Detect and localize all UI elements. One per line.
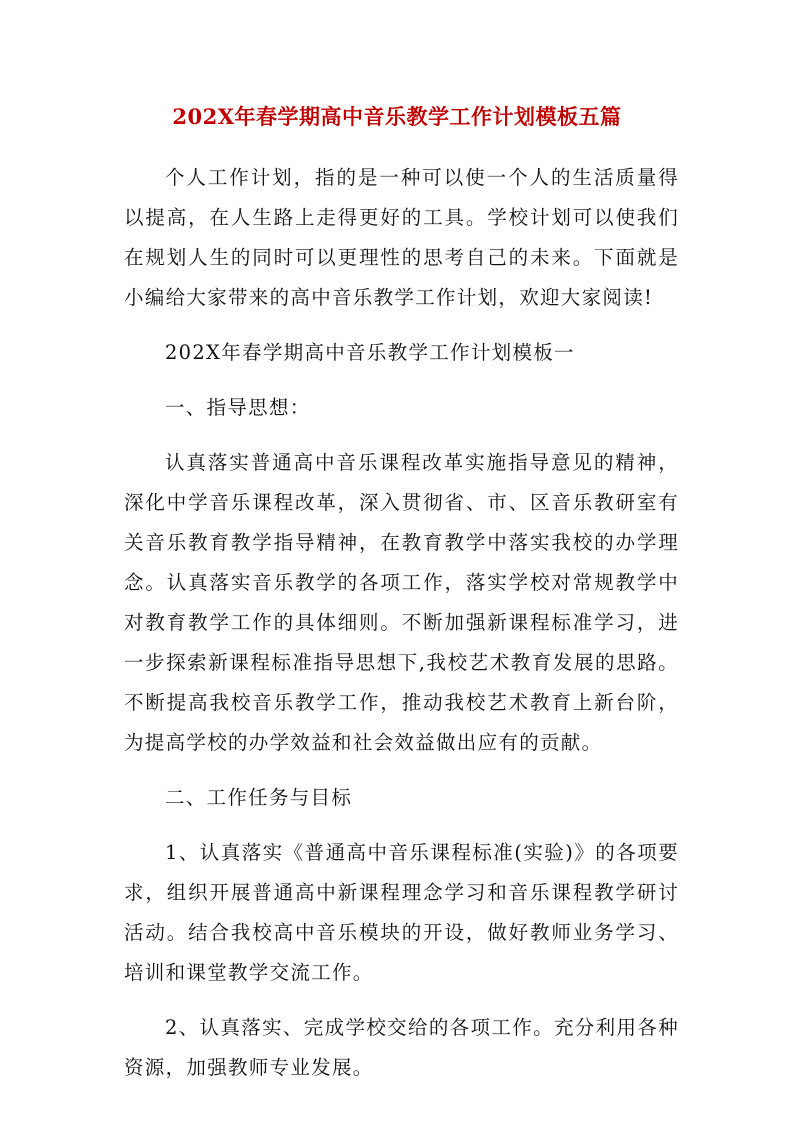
section2-heading: 二、工作任务与目标: [164, 786, 353, 809]
document-body: [124, 158, 679, 1088]
document-title: 202X年春学期高中音乐教学工作计划模板五篇: [172, 104, 622, 129]
list-item-1: 1、认真落实《普通高中音乐课程标准(实验)》的各项要求，组织开展普通高中新课程理念学习和音乐课程教学研讨活动。结合我校高中音乐模块的开设，做好教师业务学习、培训和课堂教学交流工作。: [124, 841, 679, 984]
section1-heading: 一、指导思想：: [164, 396, 311, 419]
list-item-2: 2、认真落实、完成学校交给的各项工作。充分利用各种资源，加强教师专业发展。: [124, 1016, 679, 1079]
intro-paragraph: 个人工作计划，指的是一种可以使一个人的生活质量得以提高，在人生路上走得更好的工具。学校计划可以使我们在规划人生的同时可以更理性的思考自己的未来。下面就是小编给大家带来的高中音乐教学工作计划，欢迎大家阅读!: [124, 166, 679, 309]
template-heading: 202X年春学期高中音乐教学工作计划模板一: [164, 341, 575, 364]
section1-body: 认真落实普通高中音乐课程改革实施指导意见的精神，深化中学音乐课程改革，深入贯彻省、市、区音乐教研室有关音乐教育教学指导精神，在教育教学中落实我校的办学理念。认真落实音乐教学的各项工作，落实学校对常规教学中对教育教学工作的具体细则。不断加强新课程标准学习，进一步探索新课程标准指导思想下,我校艺术教育发展的思路。不断提高我校音乐教学工作，推动我校艺术教育上新台阶，为提高学校的办学效益和社会效益做出应有的贡献。: [124, 451, 679, 754]
